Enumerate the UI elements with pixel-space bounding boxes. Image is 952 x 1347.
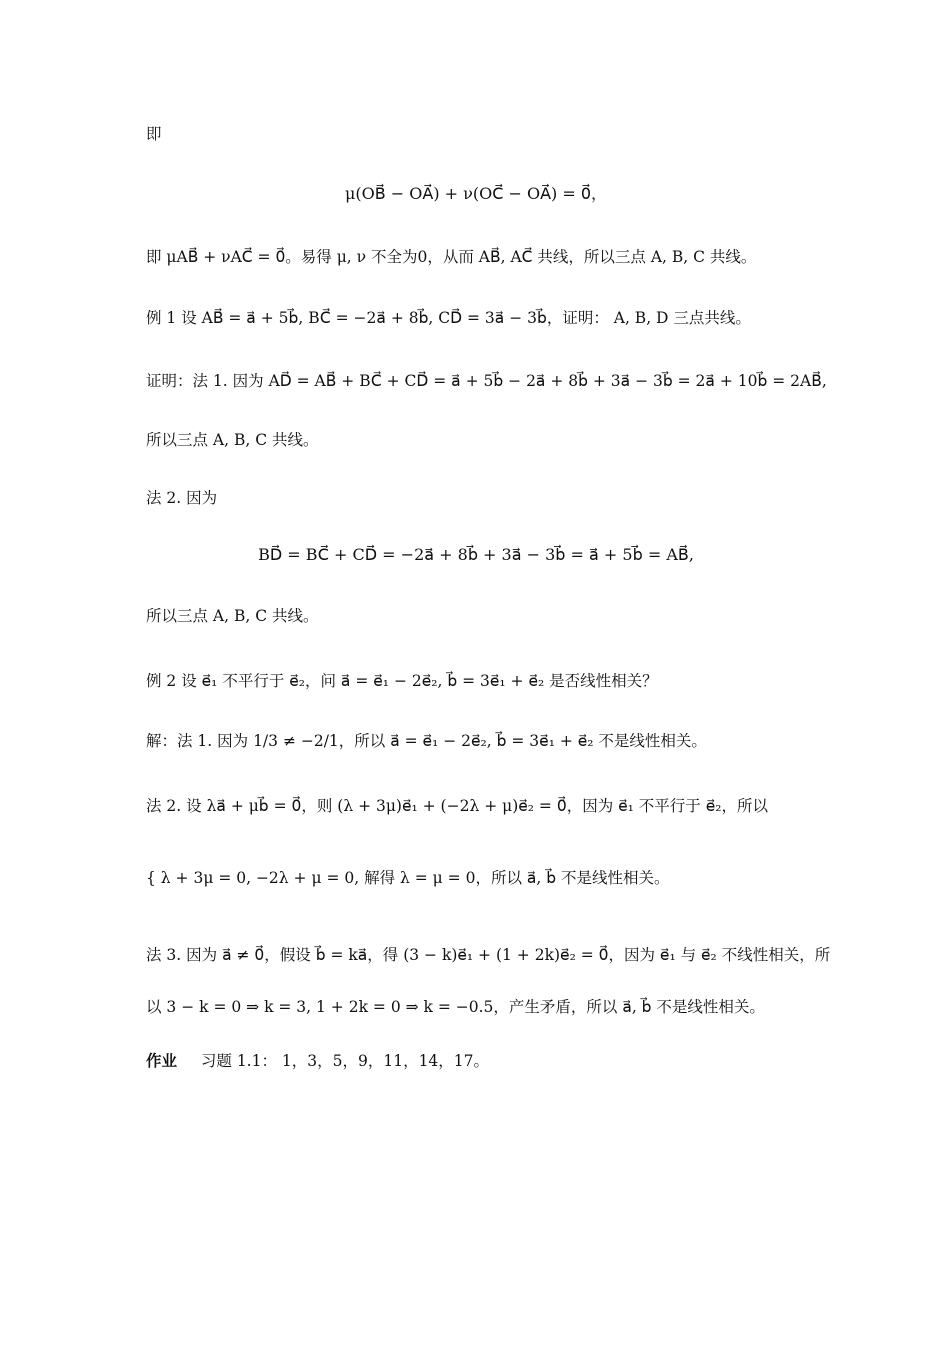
homework-text: 习题 1.1： 1，3，5，9，11，14，17。 [200, 1052, 490, 1070]
proof-method-2-heading: 法 2. 因为 [146, 489, 218, 507]
homework-label: 作业 [146, 1051, 178, 1070]
proof-method-1: 证明：法 1. 因为 AD⃗ = AB⃗ + BC⃗ + CD⃗ = a⃗ + 5b⃗ − 2a⃗ + 8b⃗ + 3a⃗ − 3b⃗ = 2a⃗ + 10b⃗ = 2AB⃗, [146, 372, 827, 390]
formula-line: μ(OB⃗ − OA⃗) + ν(OC⃗ − OA⃗) = 0⃗， [344, 184, 608, 203]
equation-system-line: { λ + 3μ = 0, −2λ + μ = 0, 解得 λ = μ = 0，所以 a⃗, b⃗ 不是线性相关。 [146, 869, 670, 887]
text-line: 以 3 − k = 0 ⇒ k = 3, 1 + 2k = 0 ⇒ k = −0.5，产生矛盾，所以 a⃗, b⃗ 不是线性相关。 [146, 998, 765, 1016]
solution-method-3: 法 3. 因为 a⃗ ≠ 0⃗，假设 b⃗ = ka⃗，得 (3 − k)e⃗₁ + (1 + 2k)e⃗₂ = 0⃗，因为 e⃗₁ 与 e⃗₂ 不线性相关，所 [146, 946, 831, 964]
solution-method-2: 法 2. 设 λa⃗ + μb⃗ = 0⃗，则 (λ + 3μ)e⃗₁ + (−2λ + μ)e⃗₂ = 0⃗，因为 e⃗₁ 不平行于 e⃗₂，所以 [146, 797, 768, 815]
text-line: 即 [146, 125, 162, 143]
example-1-statement: 例 1 设 AB⃗ = a⃗ + 5b⃗, BC⃗ = −2a⃗ + 8b⃗, CD⃗ = 3a⃗ − 3b⃗，证明： A, B, D 三点共线。 [146, 309, 751, 327]
example-2-statement: 例 2 设 e⃗₁ 不平行于 e⃗₂，问 a⃗ = e⃗₁ − 2e⃗₂, b⃗ = 3e⃗₁ + e⃗₂ 是否线性相关？ [146, 672, 658, 690]
homework-line [146, 1050, 489, 1072]
text-line: 所以三点 A, B, C 共线。 [146, 431, 319, 449]
formula-line: BD⃗ = BC⃗ + CD⃗ = −2a⃗ + 8b⃗ + 3a⃗ − 3b⃗ = a⃗ + 5b⃗ = AB⃗, [258, 545, 694, 564]
text-line: 即 μAB⃗ + νAC⃗ = 0⃗。易得 μ, ν 不全为0，从而 AB⃗, AC⃗ 共线，所以三点 A, B, C 共线。 [146, 248, 757, 266]
solution-method-1: 解：法 1. 因为 1/3 ≠ −2/1，所以 a⃗ = e⃗₁ − 2e⃗₂, b⃗ = 3e⃗₁ + e⃗₂ 不是线性相关。 [146, 732, 707, 750]
text-line: 所以三点 A, B, C 共线。 [146, 607, 319, 625]
